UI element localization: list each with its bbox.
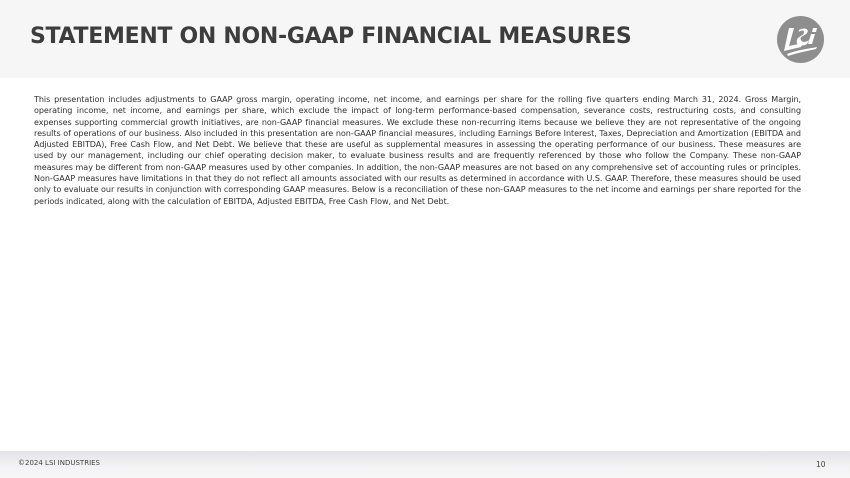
slide-footer	[0, 451, 850, 478]
page-title: STATEMENT ON NON-GAAP FINANCIAL MEASURES	[30, 24, 632, 49]
copyright-text: ©2024 LSI INDUSTRIES	[18, 459, 101, 467]
non-gaap-statement-paragraph: This presentation includes adjustments to GAAP gross margin, operating income, net income, and earnings per share for the rolling five quarters ending March 31, 2024. Gross Margin, operating income, net income, and earnings per share, which exclude the impact of long-term performance-based compensation, severance costs, restructuring costs, and consulting expenses supporting commercial growth initiatives, are non-GAAP financial measures. We exclude these non-recurring items because we believe they are not representative of the ongoing results of operations of our business. Also included in this presentation are non-GAAP financial measures, including Earnings Before Interest, Taxes, Depreciation and Amortization (EBITDA and Adjusted EBITDA), Free Cash Flow, and Net Debt. We believe that these are useful as supplemental measures in assessing the operating performance of our business. These measures are used by our management, including our chief operating decision maker, to evaluate business results and are frequently referenced by those who follow the Company. These non-GAAP measures may be different from non-GAAP measures used by other companies. In addition, the non-GAAP measures are not based on any comprehensive set of accounting rules or principles. Non-GAAP measures have limitations in that they do not reflect all amounts associated with our results as determined in accordance with U.S. GAAP. Therefore, these measures should be used only to evaluate our results in conjunction with corresponding GAAP measures. Below is a reconciliation of these non-GAAP measures to the net income and earnings per share reported for the periods indicated, along with the calculation of EBITDA, Adjusted EBITDA, Free Cash Flow, and Net Debt.	[34, 95, 801, 206]
lsi-logo-icon	[777, 16, 824, 63]
page-number: 10	[816, 460, 826, 469]
slide-header	[0, 0, 850, 78]
